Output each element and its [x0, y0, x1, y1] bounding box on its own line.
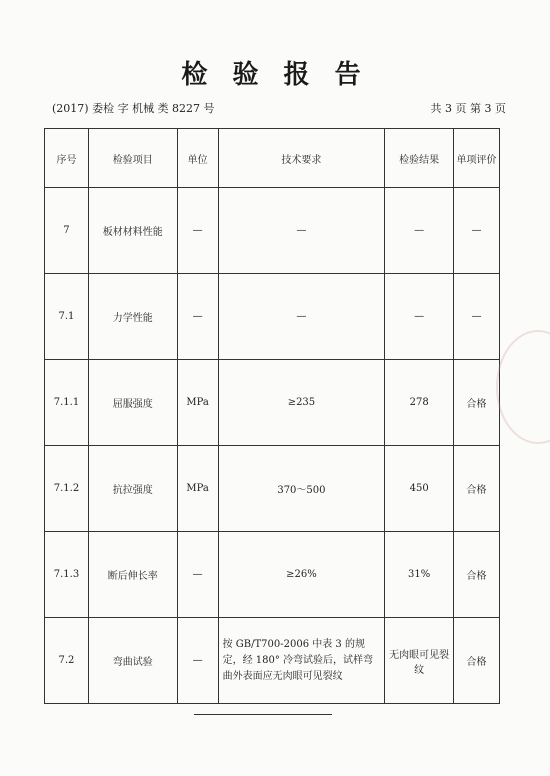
header-requirement: 技术要求: [218, 129, 385, 188]
header-unit: 单位: [177, 129, 218, 188]
cell-item: 力学性能: [88, 274, 177, 360]
report-title: 检 验 报 告: [181, 60, 369, 90]
cell-requirement: 370～500: [218, 446, 385, 532]
cell-unit: —: [177, 532, 218, 618]
header-evaluation: 单项评价: [454, 129, 500, 188]
table-row: [45, 274, 500, 360]
cell-unit: MPa: [177, 360, 218, 446]
cell-no: 7: [45, 188, 89, 274]
table-row: [45, 360, 500, 446]
page-count: 共 3 页 第 3 页: [430, 102, 506, 115]
seal-stamp: [496, 330, 550, 444]
cell-item: 抗拉强度: [88, 446, 177, 532]
cell-requirement: —: [218, 188, 385, 274]
cell-item: 板材材料性能: [88, 188, 177, 274]
header-item: 检验项目: [88, 129, 177, 188]
cell-result: —: [385, 274, 454, 360]
cell-item: 弯曲试验: [88, 618, 177, 704]
cell-no: 7.2: [45, 618, 89, 704]
cell-evaluation: 合格: [454, 532, 500, 618]
cell-evaluation: —: [454, 274, 500, 360]
cell-unit: —: [177, 274, 218, 360]
cell-unit: —: [177, 188, 218, 274]
table-row: [45, 446, 500, 532]
cell-evaluation: 合格: [454, 446, 500, 532]
header-no: 序号: [45, 129, 89, 188]
table-header-row: [45, 129, 500, 188]
cell-evaluation: —: [454, 188, 500, 274]
cell-evaluation: 合格: [454, 618, 500, 704]
table-row: [45, 188, 500, 274]
cell-no: 7.1.3: [45, 532, 89, 618]
cell-result: —: [385, 188, 454, 274]
cell-evaluation: 合格: [454, 360, 500, 446]
cell-no: 7.1: [45, 274, 89, 360]
cell-unit: MPa: [177, 446, 218, 532]
cell-result: 无肉眼可见裂纹: [385, 618, 454, 704]
cell-requirement: 按 GB/T700-2006 中表 3 的规定，经 180° 冷弯试验后，试样弯曲外表面应无肉眼可见裂纹: [218, 618, 385, 704]
report-number: (2017) 委检 字 机械 类 8227 号: [52, 102, 215, 115]
table-row: [45, 618, 500, 704]
cell-item: 屈服强度: [88, 360, 177, 446]
cell-no: 7.1.2: [45, 446, 89, 532]
cell-unit: —: [177, 618, 218, 704]
cell-requirement: —: [218, 274, 385, 360]
header-result: 检验结果: [385, 129, 454, 188]
cell-no: 7.1.1: [45, 360, 89, 446]
cell-requirement: ≥235: [218, 360, 385, 446]
cell-result: 278: [385, 360, 454, 446]
cell-requirement: ≥26%: [218, 532, 385, 618]
cell-item: 断后伸长率: [88, 532, 177, 618]
inspection-table: [44, 128, 500, 704]
cell-result: 450: [385, 446, 454, 532]
table-row: [45, 532, 500, 618]
signature-line: [194, 714, 332, 715]
cell-result: 31%: [385, 532, 454, 618]
